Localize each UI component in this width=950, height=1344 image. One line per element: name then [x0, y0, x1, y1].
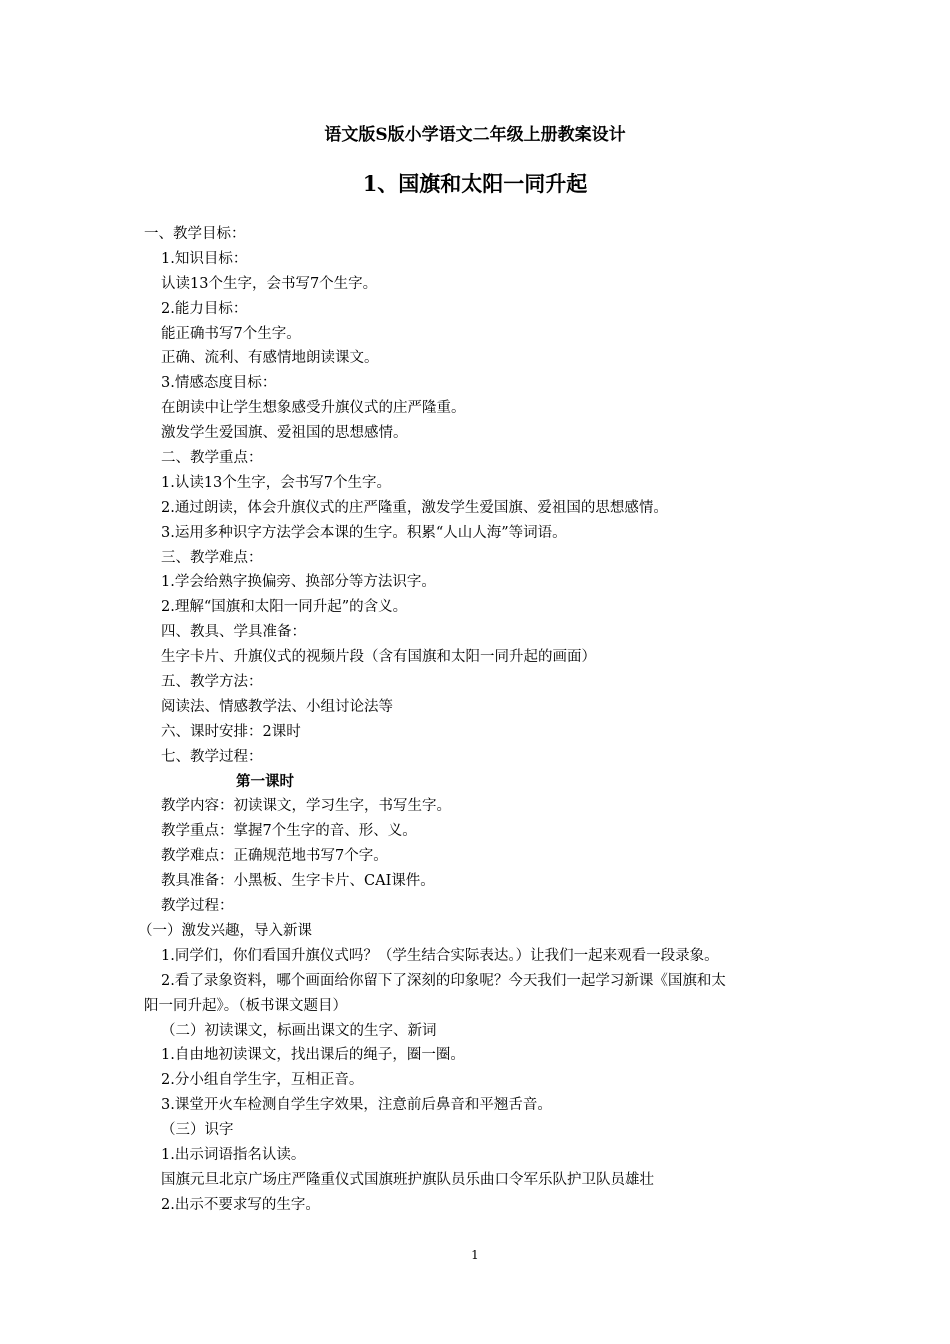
section-heading-objectives: 一、教学目标：	[144, 226, 246, 242]
text-line: 能正确书写7个生字。	[161, 325, 301, 342]
subsection-heading: （二）初读课文，标画出课文的生字、新词	[161, 1022, 437, 1039]
text-line: 教学重点：掌握7个生字的音、形、义。	[161, 823, 417, 840]
section-heading-process: 七、教学过程：	[161, 748, 263, 765]
subsection-heading: （三）识字	[161, 1122, 234, 1139]
text-line: 1.自由地初读课文，找出课后的绳子，圈一圈。	[161, 1047, 465, 1064]
text-line: 2.理解“国旗和太阳一同升起”的含义。	[161, 599, 408, 616]
text-line: 2.通过朗读，体会升旗仪式的庄严隆重，激发学生爱国旗、爱祖国的思想感情。	[161, 499, 668, 516]
text-line: 1.同学们，你们看国升旗仪式吗？（学生结合实际表达。）让我们一起来观看一段录象。	[161, 947, 719, 964]
text-line: 教具准备：小黑板、生字卡片、CAI课件。	[161, 873, 435, 890]
text-line: 阳一同升起》。（板书课文题目）	[144, 997, 347, 1014]
text-line: 生字卡片、升旗仪式的视频片段（含有国旗和太阳一同升起的画面）	[161, 649, 596, 666]
text-line: 阅读法、情感教学法、小组讨论法等	[161, 698, 393, 715]
text-line: 2.能力目标：	[161, 300, 248, 317]
text-line: 3.情感态度目标：	[161, 375, 277, 392]
text-line: 3.课堂开火车检测自学生字效果，注意前后鼻音和平翘舌音。	[161, 1097, 552, 1114]
text-line: 国旗元旦北京广场庄严隆重仪式国旗班护旗队员乐曲口令军乐队护卫队员雄壮	[161, 1171, 654, 1188]
page-number: 1	[471, 1248, 479, 1262]
document-body	[138, 222, 820, 1218]
section-heading-materials: 四、教具、学具准备：	[161, 624, 306, 641]
lesson-period-heading: 第一课时	[236, 772, 294, 790]
text-line: 1.学会给熟字换偏旁、换部分等方法识字。	[161, 574, 436, 591]
section-heading-methods: 五、教学方法：	[161, 674, 263, 691]
section-heading-key-points: 二、教学重点：	[161, 450, 263, 467]
text-line: 认读13个生字，会书写7个生字。	[161, 275, 378, 292]
text-line: 1.认读13个生字，会书写7个生字。	[161, 474, 392, 491]
document-title: 语文版S版小学语文二年级上册教案设计	[324, 125, 626, 145]
text-line: 3.运用多种识字方法学会本课的生字。积累“人山人海”等词语。	[161, 524, 567, 541]
text-line: 1.出示词语指名认读。	[161, 1146, 306, 1163]
section-heading-schedule: 六、课时安排：2课时	[161, 723, 301, 740]
text-line: 2.分小组自学生字，互相正音。	[161, 1072, 364, 1089]
lesson-title: 1、国旗和太阳一同升起	[362, 171, 588, 196]
text-line: 教学难点：正确规范地书写7个字。	[161, 848, 388, 865]
text-line: 在朗读中让学生想象感受升旗仪式的庄严隆重。	[161, 400, 466, 417]
text-line: 2.出示不要求写的生字。	[161, 1196, 320, 1213]
text-line: 2.看了录象资料，哪个画面给你留下了深刻的印象呢？今天我们一起学习新课《国旗和太	[161, 972, 726, 989]
text-line: 激发学生爱国旗、爱祖国的思想感情。	[161, 425, 408, 442]
subsection-heading: （一）激发兴趣，导入新课	[138, 922, 312, 939]
text-line: 教学内容：初读课文，学习生字，书写生字。	[161, 798, 451, 815]
text-line: 1.知识目标：	[161, 250, 248, 267]
section-heading-difficulties: 三、教学难点：	[161, 549, 263, 566]
text-line: 正确、流利、有感情地朗读课文。	[161, 350, 379, 367]
text-line: 教学过程：	[161, 898, 234, 915]
